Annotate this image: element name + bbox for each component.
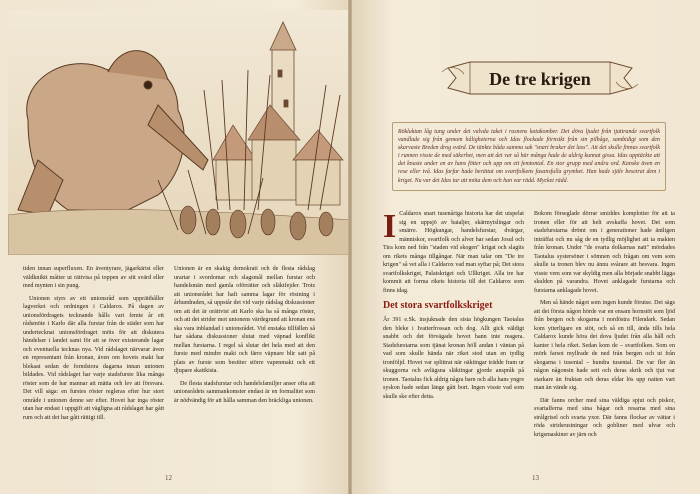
section-heading: Det stora svartfolkskriget [383,300,493,311]
paragraph: tiden innan superfluxen. En äventyrare, jägarkärist eller väldkniktt måtter ut rättvisa på toppen av sitt svärd eller med mynten i sin pung. [23,266,164,289]
right-column-2 [534,210,675,443]
paragraph: År 391 e.Sk. insjuknade den sista högkungen Taotalus den bleke i Ivatterfrossan och dog. Allt gick väldigt snabbt och det förvägade hovet hann inte reagera. Stadsfurstarna som tjänat kronan höll andan i väntan på vad som skulle hända när riket stod utan en tydlig tronföljd. Hovet var splittrat när oäktingar trädde fram ur skuggorna och avlägsna släktingar gjorde anspråk på tronen. Taotalus fick aldrig några barn och alla hans yngre syskon hade sedan länge gått bort. Ingen visste vad som skulle ske efter detta. [383,317,524,400]
paragraph-text: Caldarox snart tusenåriga historia har det utspelat sig en uppsjö av bataljer, skärmytslingar och smärre. Högkungar, handelsfurstar, dvärgar, människor, svartfolk och alver har sedan Josul och Tira kom ned från "staden vid skogen" krigat och slagits om rikets många tillgångar. När man talar om "De tre krigen" så vet alla i Caldarox vad man syftar på; Det stora svartfolkskriget, Palatskriget och Ullkriget. Alla tre har kommit att forma rikets historia till det Caldarox som finns idag. [383,211,524,294]
paragraph: Unionen är en skakig demokrati och de flesta rådslag urartar i svordomar och slagsmål mellan furstar och handelsmän med gamla oförrätter och släktfejder. Trots att unionsrådet har haft samma lagar för röstning i århundraden, så uppstår det vid varje rådslag diskussioner om att det är orättvist att Karlo ska ha så många röster, och att det strider mot unionens värdegrund att kronan ens ska vara inblandad i unionsrådet. Vid enstaka tillfällen så har sådana diskussioner slutat med väpnad konflikt mellan furstarna. I regel så slutar det hela med att den furste med mindre makt och färre väpnare blir satt på plats av furste som besitter större vapenmakt och ett djupare skattkista. [174,266,315,374]
paragraph: De flesta stadsfurstar och handelsfamiljer anser ofta att unionsrådets sammankomster endast är en formalitet som är nödvändig för att hålla samman den bräckliga unionen. [174,380,315,404]
paragraph: Unionen styrs av ett unionsråd som upprätthåller lagverket och ordningen i Caldarox. På dagen av unionsfördragets tecknande hålls vart femte år ett rådsmöte i Karlo där alla furstar från de städer som har undertecknat unionsfördraget möts för att diskutera händelser i landet samt för att se över existerande lagar och eventuella tecknas nya. Vid rådslaget närvarar även en representant från kronan, även om hovets makt har blekaat sedan de forndstora dagarna innan unionen bildades. Vid rådslaget har varje stadsfurste lika många röster som de har mannar att mätta och lev att försvara. Det vill säga: en furstes röster regleras efter hur stort område i unionen denne ser efter. Hovet har inga röster utan har endast i uppgift att vägligna att rådslaget har gått rum och att det har gått rättigt till. [23,295,164,421]
banner-title: De tre krigen [489,69,591,89]
left-column-2 [174,265,315,409]
page-number-right: 13 [532,474,539,482]
page-number-left: 12 [165,474,172,482]
book-gutter [348,0,352,494]
paragraph [383,210,524,295]
intro-quote: Rökluktan låg tung under det valvda taket i rusnens katakomber. Det döva ljudet från tjattrande svartfolk vandlade sig från gemom håligheterna och Idas flockade förnsikt från sin pilbåge, sambidigt som den skarvaste Breden drog svärd. De tänkte båda samma sak "snart braker det lass". Att det skulle finnas svartfolk i runnen visste de med säkerhet, men att det var så här många hade de aldrig kunnat gissa. Idas upptäckte att det knaste under en av hans fötter och upp om ett femtontal. En stor grupp med andra ord. Kanske även en rese eller två. Idas farfar hade berättat om svartfolkens fasansfulla grymhet. Han hade själv besetrat dem i kriget. Nu var det Idas tur att möta dem och han var rädd. Mycket rädd. [398,129,660,184]
paragraph: Men så hände något som ingen kunde förutse. Det sägs att det första någon hörde var en ensam hornstöt som ljöd från bergen och skogarna i nordöstra Filendark. Sedan kom ytterligare en stöt, och så en till, ända tills hela Caldarox kunde höra det dova ljudet från alla håll och kanter i hela riket. Sedan kom de – svartfolken. Som en mörk farsot myllrade de ned från bergen och ut från skogarna i tusental – hundra tusental. De var fler än någon någonsin hade sett och deras skrik och tjut var starkare än fruktan och deras eldar lös upp natten vart man än vände sig. [534,300,675,391]
drop-cap: I [383,208,397,245]
left-column-1 [23,265,164,426]
right-column-1 [383,210,524,405]
paragraph: Där fanns orcher med sina väldiga spjut och piskor, svartalferna med sina bågar och resarna med sina strålgrisel och svarta yxor. Där fanns flockar av vättar i röda stridsrustningar och gobliner med ulvar och krigsmaskiner av järn och [534,397,675,438]
battle-illustration [8,10,350,255]
title-banner [440,54,640,102]
paragraph: Bokom förseglade dörrar smiddes komplotter för att ta tronen eller för att helt avskaffa hovet. Det som stadsfurstarna drömt om i generationer hade äntligen inträffat och nu såg de en tydlig möjlighet att ta makten från kronan. Under "de svarta dolkarnas natt" mördades Taotalus systersöner i sömnen och frågan om vem som skulle ta tronen blev nu ännu svårare att besvara. Ingen visste vem som var skyldig men alla började snabbt lägga skulden på varandra. Hovet anklagade furstarna och furstarna anklagade hovet. [534,211,675,294]
